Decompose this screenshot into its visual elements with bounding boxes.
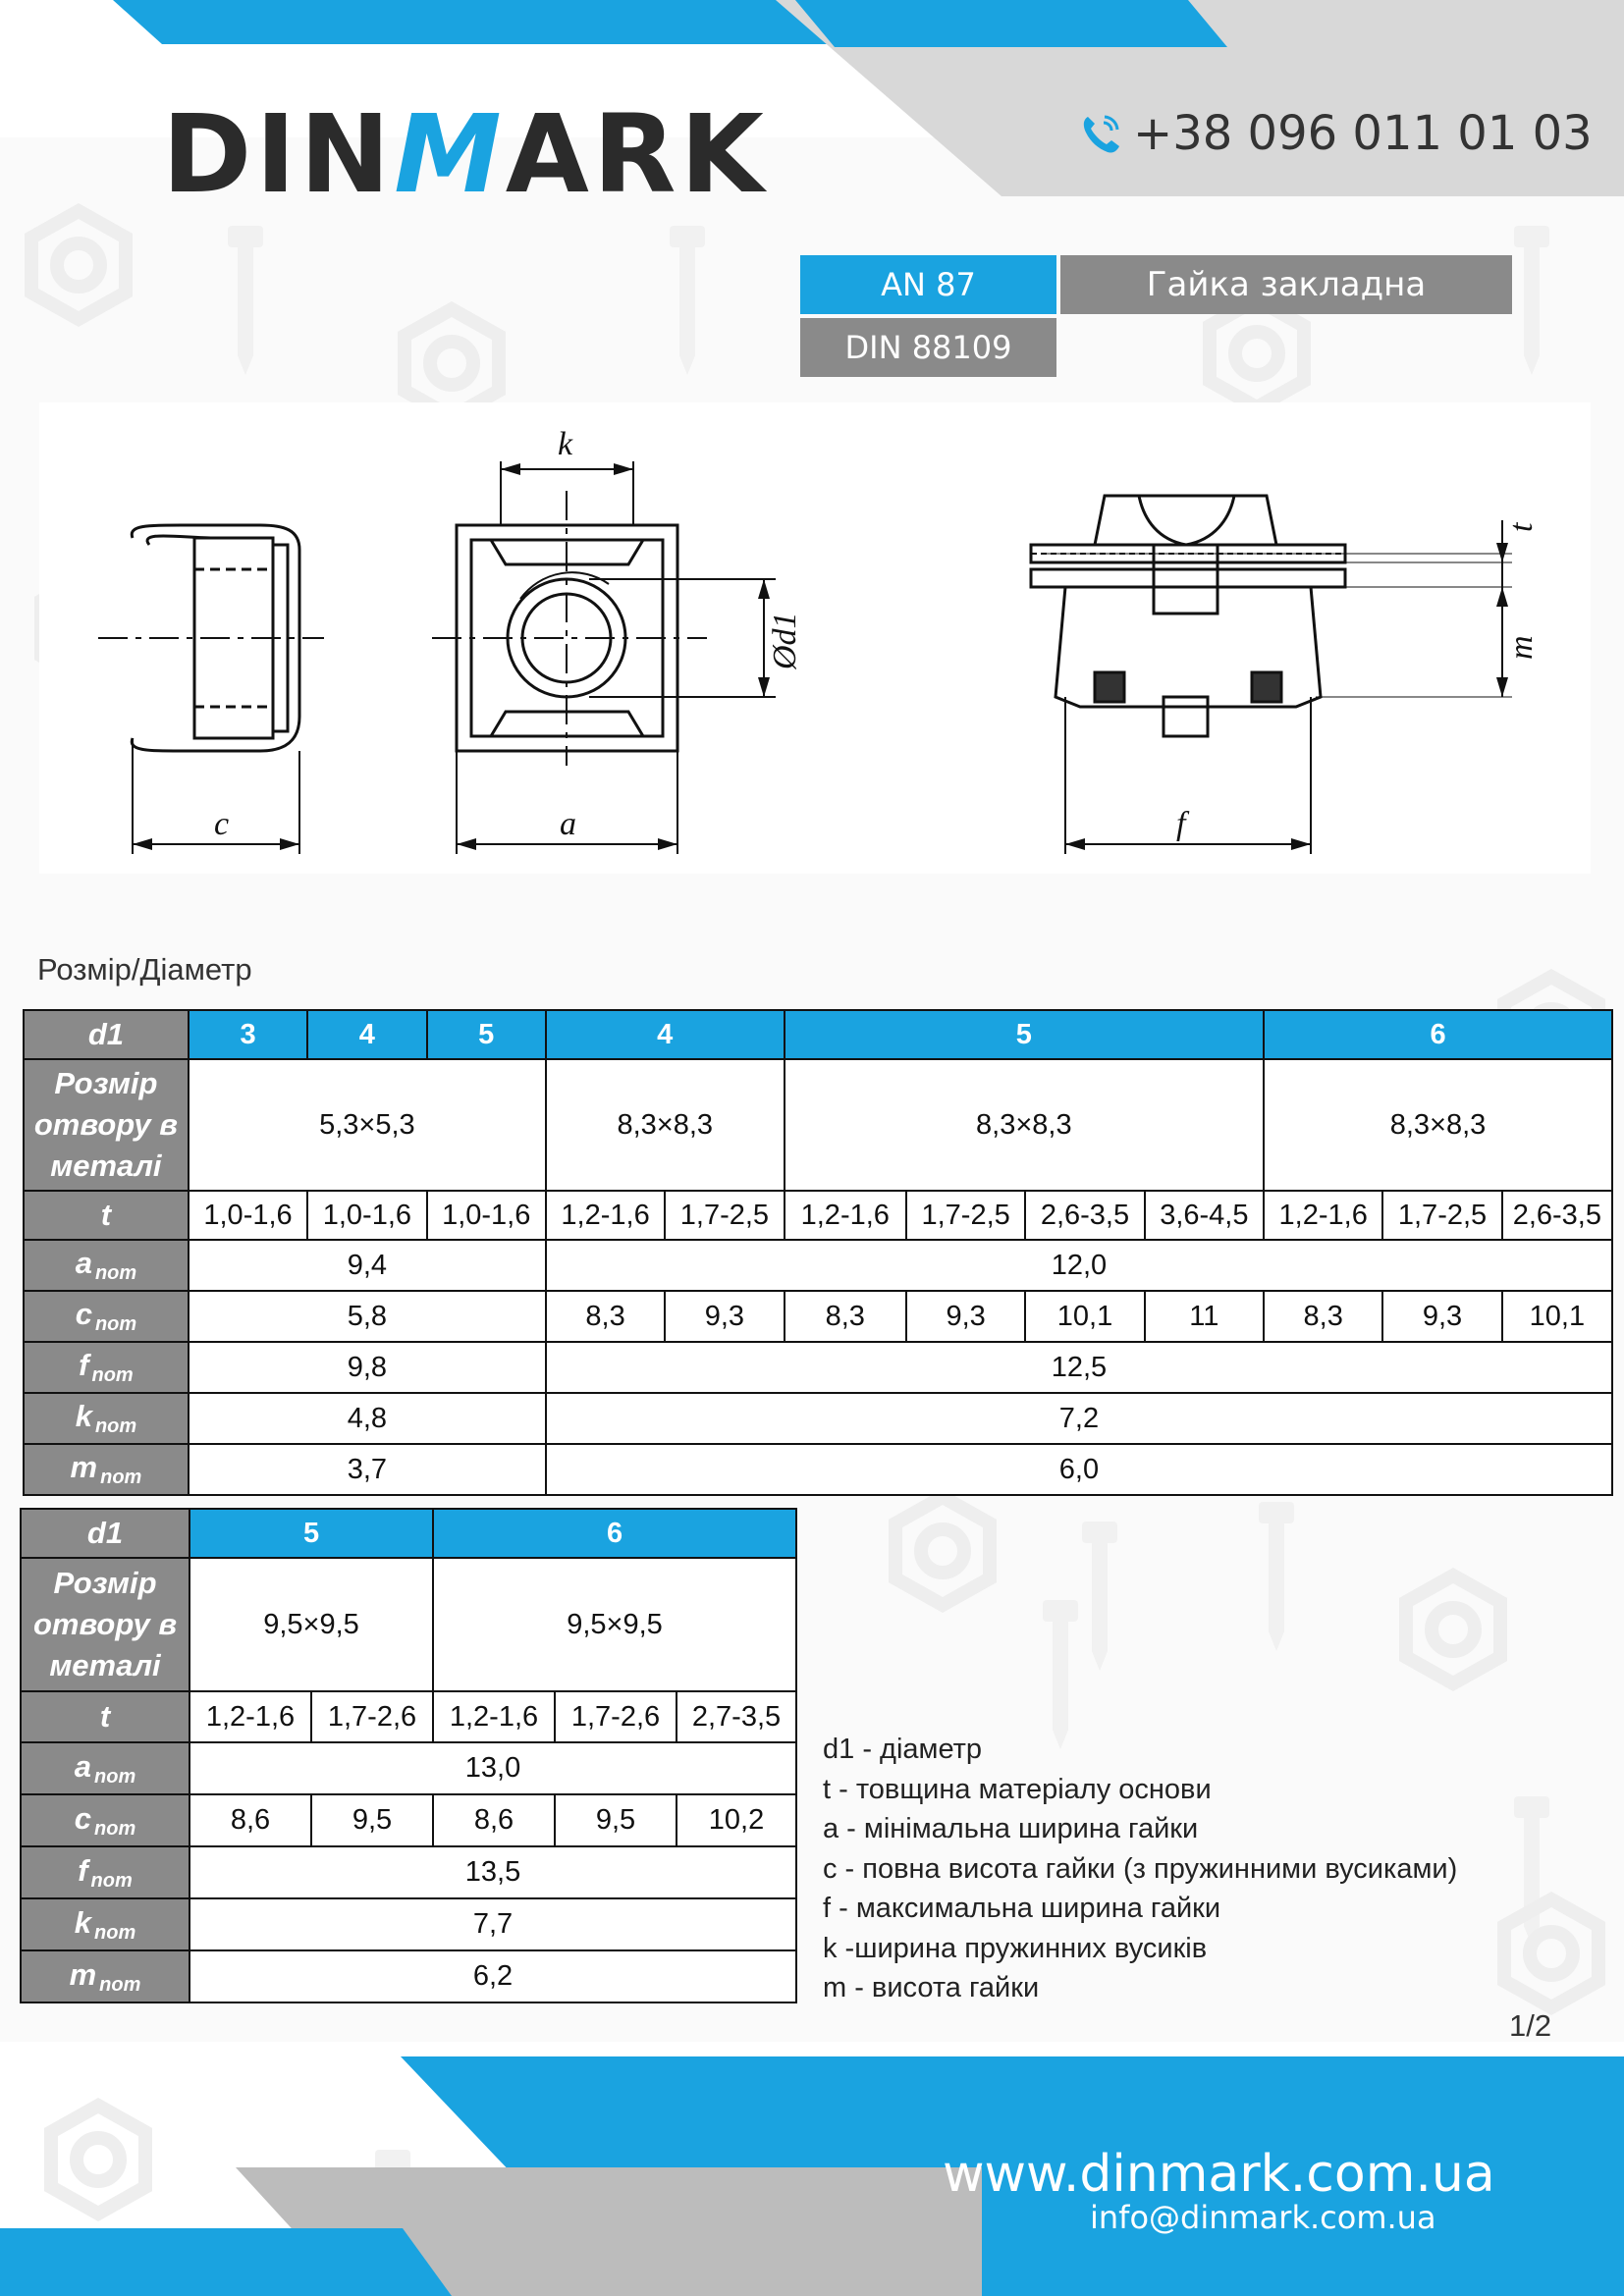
row-header-f-label: f	[78, 1852, 88, 1888]
table-row	[24, 1342, 1612, 1393]
row-header-t: t	[24, 1191, 189, 1240]
c-cell: 9,3	[665, 1291, 784, 1342]
c-cell: 9,5	[311, 1794, 433, 1846]
dim-label-a: a	[560, 806, 576, 842]
table-row	[21, 1509, 796, 1558]
legend-item: m - висота гайки	[823, 1972, 1040, 2003]
nom-subscript: nom	[94, 1313, 137, 1335]
a-cell: 12,0	[546, 1240, 1612, 1291]
m-cell: 3,7	[189, 1444, 546, 1495]
nom-subscript: nom	[94, 1765, 136, 1788]
t-cell: 2,7-3,5	[677, 1691, 796, 1742]
row-header-k	[21, 1898, 189, 1950]
row-header-t: t	[21, 1691, 189, 1742]
c-cell: 10,1	[1025, 1291, 1144, 1342]
dim-label-c: c	[214, 806, 230, 842]
row-header-k	[24, 1393, 189, 1444]
legend-item: k -ширина пружинних вусиків	[823, 1932, 1208, 1964]
logo-text-left: DIN	[162, 91, 395, 217]
row-header-k-label: k	[74, 1904, 92, 1940]
legend-item: c - повна висота гайки (з пружинними вусиками)	[823, 1852, 1458, 1885]
c-cell: 8,6	[189, 1794, 311, 1846]
phone-icon	[1078, 111, 1123, 156]
nom-subscript: nom	[94, 1415, 137, 1437]
d1-cell: 3	[189, 1010, 307, 1059]
t-cell: 2,6-3,5	[1025, 1191, 1144, 1240]
row-header-c-label: c	[74, 1800, 92, 1836]
technical-drawing	[39, 402, 1591, 874]
dim-label-k: k	[558, 426, 573, 462]
table-row	[24, 1010, 1612, 1059]
spec-table-2	[20, 1508, 797, 2003]
c-cell: 9,5	[555, 1794, 677, 1846]
t-cell: 1,2-1,6	[785, 1191, 906, 1240]
row-header-m	[21, 1950, 189, 2002]
table-row	[21, 1898, 796, 1950]
hole-cell: 5,3×5,3	[189, 1059, 546, 1191]
table-row	[21, 1558, 796, 1691]
legend-item: f - максимальна ширина гайки	[823, 1893, 1221, 1924]
table-row	[24, 1393, 1612, 1444]
m-cell: 6,0	[546, 1444, 1612, 1495]
table-row	[21, 1846, 796, 1898]
c-cell: 11	[1145, 1291, 1264, 1342]
row-header-c-label: c	[75, 1297, 92, 1331]
c-cell: 5,8	[189, 1291, 546, 1342]
table-row	[21, 1691, 796, 1742]
hole-cell: 8,3×8,3	[1264, 1059, 1612, 1191]
c-cell: 8,6	[433, 1794, 555, 1846]
m-cell: 6,2	[189, 1950, 796, 2002]
hole-cell: 8,3×8,3	[785, 1059, 1264, 1191]
k-cell: 4,8	[189, 1393, 546, 1444]
d1-cell: 6	[1264, 1010, 1612, 1059]
row-header-k-label: k	[75, 1399, 92, 1433]
dim-label-m: m	[1503, 635, 1540, 660]
table-row	[24, 1444, 1612, 1495]
row-header-hole: Розмір отвору в металі	[21, 1558, 189, 1691]
t-cell: 2,6-3,5	[1502, 1191, 1612, 1240]
d1-cell: 6	[433, 1509, 796, 1558]
nom-subscript: nom	[91, 1364, 134, 1386]
row-header-f-label: f	[79, 1348, 89, 1382]
c-cell: 8,3	[785, 1291, 906, 1342]
row-header-d1: d1	[24, 1010, 189, 1059]
c-cell: 8,3	[546, 1291, 665, 1342]
table-row	[24, 1291, 1612, 1342]
nom-subscript: nom	[90, 1869, 133, 1892]
row-header-f	[21, 1846, 189, 1898]
nom-subscript: nom	[94, 1817, 136, 1840]
t-cell: 1,0-1,6	[189, 1191, 307, 1240]
dim-label-f: f	[1176, 806, 1186, 842]
table-row	[21, 1794, 796, 1846]
k-cell: 7,2	[546, 1393, 1612, 1444]
t-cell: 1,7-2,6	[555, 1691, 677, 1742]
row-header-m-label: m	[69, 1956, 97, 1992]
legend-item: d1 - діаметр	[823, 1734, 983, 1765]
t-cell: 1,7-2,6	[311, 1691, 433, 1742]
legend	[823, 1730, 1457, 2008]
k-cell: 7,7	[189, 1898, 796, 1950]
t-cell: 1,2-1,6	[546, 1191, 665, 1240]
c-cell: 8,3	[1264, 1291, 1382, 1342]
row-header-m-label: m	[70, 1450, 98, 1484]
row-header-a-label: a	[74, 1748, 92, 1784]
row-header-c	[24, 1291, 189, 1342]
dim-label-d1: Ød1	[767, 612, 803, 669]
code-an: AN 87	[800, 255, 1056, 314]
nom-subscript: nom	[100, 1467, 142, 1488]
legend-item: a - мінімальна ширина гайки	[823, 1813, 1199, 1844]
hole-cell: 9,5×9,5	[189, 1558, 433, 1691]
t-cell: 1,2-1,6	[1264, 1191, 1382, 1240]
c-cell: 9,3	[906, 1291, 1025, 1342]
section-label: Розмір/Діаметр	[37, 952, 252, 987]
dim-label-t: t	[1503, 522, 1540, 532]
spec-table-1	[23, 1009, 1613, 1496]
c-cell: 9,3	[1382, 1291, 1501, 1342]
row-header-a	[24, 1240, 189, 1291]
a-cell: 9,4	[189, 1240, 546, 1291]
row-header-a	[21, 1742, 189, 1794]
table-row	[24, 1059, 1612, 1191]
table-row	[21, 1950, 796, 2002]
hole-cell: 9,5×9,5	[433, 1558, 796, 1691]
t-cell: 1,2-1,6	[433, 1691, 555, 1742]
f-cell: 9,8	[189, 1342, 546, 1393]
legend-item: t - товщина матеріалу основи	[823, 1773, 1212, 1805]
table-row	[24, 1191, 1612, 1240]
logo-text-mid: M	[394, 91, 506, 217]
t-cell: 1,7-2,5	[665, 1191, 784, 1240]
t-cell: 3,6-4,5	[1145, 1191, 1264, 1240]
f-cell: 12,5	[546, 1342, 1612, 1393]
row-header-f	[24, 1342, 189, 1393]
t-cell: 1,0-1,6	[427, 1191, 546, 1240]
phone-number: +38 096 011 01 03	[1133, 106, 1593, 161]
table-row	[24, 1240, 1612, 1291]
email-link[interactable]: info@dinmark.com.ua	[1090, 2199, 1436, 2236]
c-cell: 10,2	[677, 1794, 796, 1846]
product-name: Гайка закладна	[1060, 255, 1512, 314]
a-cell: 13,0	[189, 1742, 796, 1794]
logo	[162, 91, 768, 217]
code-din: DIN 88109	[800, 318, 1056, 377]
d1-cell: 5	[785, 1010, 1264, 1059]
row-header-c	[21, 1794, 189, 1846]
phone-contact[interactable]	[1078, 106, 1593, 161]
nom-subscript: nom	[94, 1262, 137, 1284]
t-cell: 1,0-1,6	[307, 1191, 426, 1240]
row-header-a-label: a	[75, 1246, 92, 1280]
row-header-m	[24, 1444, 189, 1495]
table-row	[21, 1742, 796, 1794]
row-header-hole: Розмір отвору в металі	[24, 1059, 189, 1191]
d1-cell: 5	[427, 1010, 546, 1059]
logo-text-right: ARK	[505, 91, 768, 217]
nom-subscript: nom	[99, 1973, 141, 1996]
d1-cell: 4	[307, 1010, 426, 1059]
t-cell: 1,7-2,5	[906, 1191, 1025, 1240]
page-number: 1/2	[1509, 2008, 1552, 2043]
c-cell: 10,1	[1502, 1291, 1612, 1342]
nom-subscript: nom	[94, 1921, 136, 1944]
t-cell: 1,2-1,6	[189, 1691, 311, 1742]
d1-cell: 4	[546, 1010, 785, 1059]
f-cell: 13,5	[189, 1846, 796, 1898]
website-link[interactable]: www.dinmark.com.ua	[943, 2145, 1495, 2204]
hole-cell: 8,3×8,3	[546, 1059, 785, 1191]
d1-cell: 5	[189, 1509, 433, 1558]
t-cell: 1,7-2,5	[1382, 1191, 1501, 1240]
row-header-d1: d1	[21, 1509, 189, 1558]
